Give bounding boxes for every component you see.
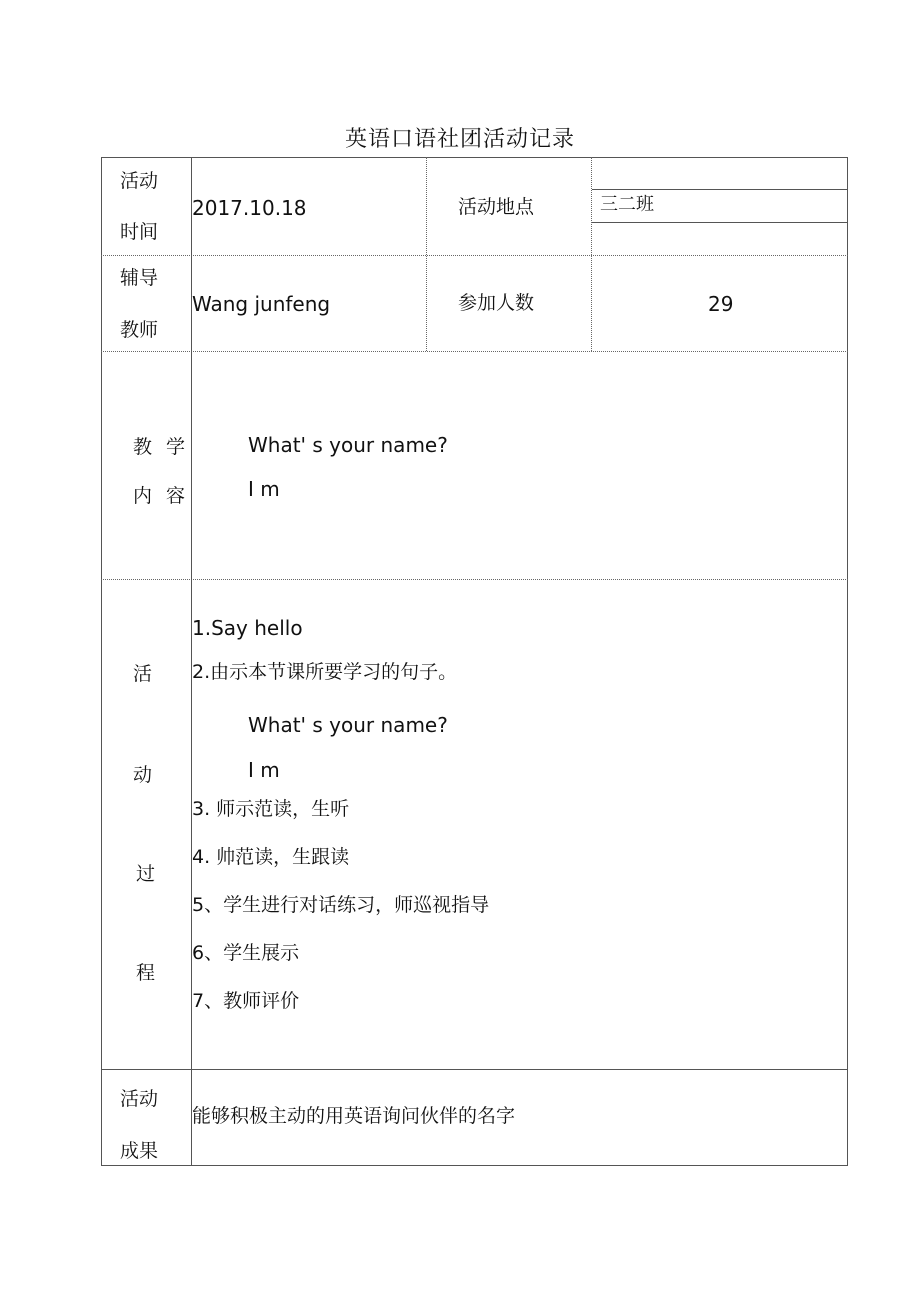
row-divider — [101, 255, 848, 256]
participant-count: 29 — [708, 292, 734, 316]
process-label-char: 过 — [136, 863, 156, 885]
process-step: 2.由示本节课所要学习的句子。 — [192, 661, 458, 683]
result-label-line1: 活动 — [120, 1088, 159, 1110]
content-line: What' s your name? — [248, 433, 448, 457]
process-step: 4. 帅范读，生跟读 — [192, 846, 350, 868]
place-value: 三二班 — [600, 194, 654, 215]
column-divider — [426, 157, 427, 351]
process-label-char: 动 — [133, 764, 153, 786]
teacher-name: Wang junfeng — [192, 292, 331, 316]
place-label: 活动地点 — [458, 196, 535, 218]
document-title: 英语口语社团活动记录 — [344, 127, 575, 152]
place-cell-divider — [592, 189, 848, 190]
content-label-line2: 内 容 — [133, 485, 190, 507]
process-step: 6、学生展示 — [192, 942, 300, 964]
process-step: 5、学生进行对话练习，师巡视指导 — [192, 894, 490, 916]
content-line: I m — [248, 477, 280, 501]
process-step: What' s your name? — [248, 713, 448, 737]
participant-count-label: 参加人数 — [458, 292, 535, 314]
time-label-line2: 时间 — [120, 221, 159, 243]
process-label-char: 程 — [136, 962, 156, 984]
activity-date: 2017.10.18 — [192, 196, 307, 220]
place-cell-divider — [592, 222, 848, 223]
teacher-label-line1: 辅导 — [120, 267, 159, 289]
teacher-label-line2: 教师 — [120, 319, 159, 341]
row-divider — [101, 579, 848, 580]
row-divider — [101, 351, 848, 352]
process-step: 3. 师示范读，生听 — [192, 798, 350, 820]
process-step: 1.Say hello — [192, 616, 303, 640]
content-label-line1: 教 学 — [133, 436, 190, 458]
row-divider — [101, 1069, 848, 1070]
process-step: I m — [248, 758, 280, 782]
result-label-line2: 成果 — [120, 1140, 159, 1162]
result-value: 能够积极主动的用英语询问伙伴的名字 — [192, 1105, 516, 1127]
process-label-char: 活 — [133, 663, 153, 685]
column-divider — [591, 157, 592, 351]
process-step: 7、教师评价 — [192, 990, 300, 1012]
time-label-line1: 活动 — [120, 170, 159, 192]
